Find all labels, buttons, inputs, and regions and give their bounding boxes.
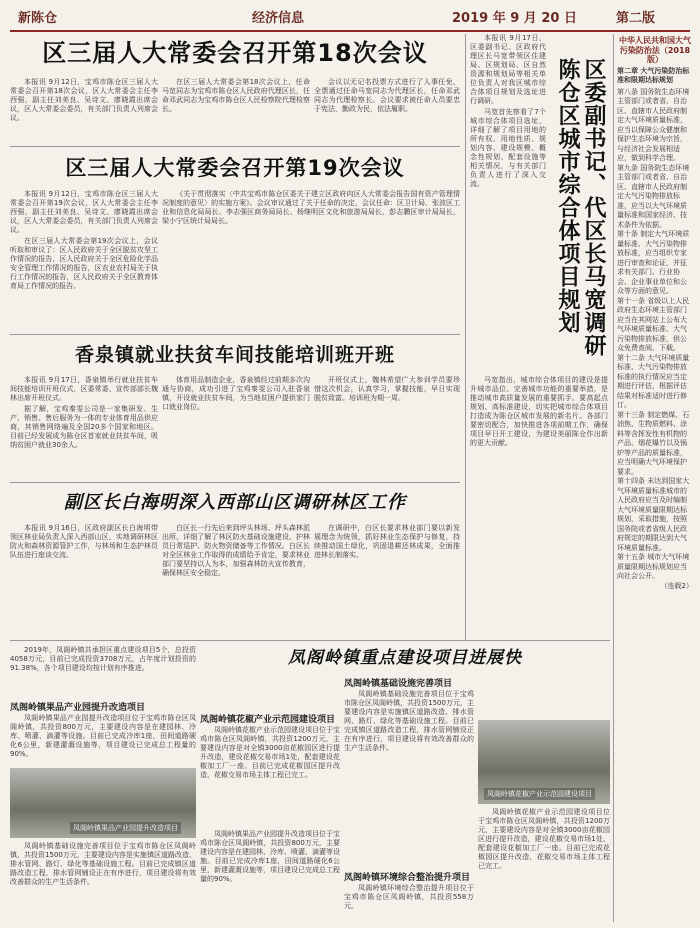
- issue-date: 2019 年 9 月 20 日: [452, 11, 577, 26]
- article-1-col-3: 会议以无记名投票方式进行了人事任免，全票通过任命马宽同志为代理区长，任命邓武同志为代理检察长。会议要求被任命人员要忠于宪法，勤政为民，依法履职。: [314, 78, 460, 113]
- article-5-title: 区委副书记、代区长马宽调研陈仓区城市综合体项目规划: [555, 58, 606, 357]
- article-4-col-1: 本报讯 9月16日，区政府副区长白海明带领区林业局负责人深入西部山区，实地调研林区防火和森林资源管护工作，与林场和生态护林员队伍进行座谈交流。: [10, 524, 158, 559]
- article-6-sub-2: 凤阁岭镇花椒产业示范园建设项目: [200, 715, 336, 725]
- article-2-col-2: 《关于贯彻落实〈中共宝鸡市陈仓区委关于建立区政府向区人大常委会报告国有资产管理情况制度的意见〉的实施方案》。会议审议通过了关于任命的决定，会议任命：区卫计局、张波区工业和信息化局局长、李志强区商务局局长、杨继明区文化和旅游局局长，彭志鹏区审计局局长，梁小宁区统计局局长。: [162, 190, 460, 225]
- article-1-col-1: 本报讯 9月12日，宝鸡市陈仓区三届人大常委会召开第18次会议，区人大常委会主任李西强，副主任刘美良、吴诗文、廖晓霞出席会议，区人大常委会委员，有关部门负责人列席会议。: [10, 78, 158, 122]
- divider: [465, 34, 466, 640]
- side-para: 第十一条 省级以上人民政府生态环境主管部门应当在其网站上公布大气环境质量标准、大气污染物排放标准，供公众免费查阅、下载。: [617, 296, 690, 352]
- side-para: 第十二条 大气环境质量标准、大气污染物排放标准的执行情况应当定期进行评估，根据评估结果对标准适时进行修订。: [617, 353, 690, 409]
- side-para: 第八条 国务院生态环境主管部门或者省、自治区、直辖市人民政府制定大气环境质量标准，应当以保障公众健康和保护生态环境为宗旨，与经济社会发展相适应，做到科学合理。: [617, 87, 690, 162]
- side-para: 第九条 国务院生态环境主管部门或者省、自治区、直辖市人民政府制定大气污染物排放标准，应当以大气环境质量标准和国家经济、技术条件为依据。: [617, 163, 690, 229]
- divider: [10, 146, 460, 147]
- side-column: [617, 36, 693, 922]
- side-para: 第十三条 制定燃煤、石油焦、生物质燃料、涂料等含挥发性有机物的产品、烟花爆竹以及锅炉等产品的质量标准，应当明确大气环境保护要求。: [617, 410, 690, 476]
- article-3-title: 香泉镇就业扶贫车间技能培训班开班: [74, 344, 395, 366]
- article-3-col-3: 开班仪式上，魏林希望广大参训学员要珍惜这次机会，认真学习，掌握技能，早日实现脱贫致富。培训班为期一周。: [314, 376, 460, 402]
- article-1-title: 区三届人大常委会召开第18次会议: [42, 39, 428, 67]
- article-4-col-2: 白区长一行先后来到坪头林场、坪头森林派出所，详细了解了林区防火基础设施建设、护林员日常巡护、防火物资储备等工作情况。白区长对全区林业工作取得的成绩给予肯定，要求林业部门要坚持以人为本，加强森林防火宣传教育，确保林区安全稳定。: [162, 524, 310, 577]
- article-3-col-1: 本报讯 9月17日，香泉镇举行就业扶贫车间技能培训开班仪式，区委常委、宣传部部长魏林出席开班仪式。 据了解，宝鸡秦雯公司是一家集研发、生产、销售、售后服务为一体的专业体育用品供应商，其销售网络遍及全国20多个国家和地区。目前已经发展成为陈仓区首家就业扶贫车间，吸纳贫困户就业30余人。: [10, 376, 158, 449]
- article-5-col-2: 马宽指出，城市综合体项目的建设是提升城市品位、完善城市功能的重要举措，是推动城市高质量发展的重要抓手。要高起点规划、高标准建设，切实把城市综合体项目打造成为陈仓区城市发展的新名片。各部门要密切配合，加快推进各项前期工作，确保项目早日开工建设，为建设美丽陈仓作出新的更大贡献。: [470, 376, 608, 447]
- article-6-sub-4: 凤阁岭镇环境综合整治提升项目: [344, 873, 471, 883]
- divider: [10, 334, 460, 335]
- photo-orchard: [10, 768, 196, 838]
- article-6-title: 凤阁岭镇重点建设项目进展快: [288, 648, 522, 668]
- side-para: 第十四条 未达到国家大气环境质量标准城市的人民政府应当及时编制大气环境质量限期达标规划，采取措施，按照国务院或者省级人民政府规定的期限达到大气环境质量标准。: [617, 477, 690, 552]
- header-rule: [10, 30, 690, 32]
- side-footer: （连载2）: [660, 581, 693, 590]
- divider: [613, 34, 614, 922]
- article-4-col-3: 在调研中，白区长要求林业部门要以新发展理念为统领，抓好林业生态保护与修复，持续推动国土绿化，巩固退耕还林成果，全面推进林长制落实。: [314, 524, 460, 559]
- photo-pepper-park-caption: 凤阁岭镇花椒产业示范园建设项目: [484, 788, 595, 800]
- side-para: 第十条 制定大气环境质量标准、大气污染物排放标准，应当组织专家进行审查和论证，并征求有关部门、行业协会、企业事业单位和公众等方面的意见。: [617, 230, 690, 295]
- article-1-col-2: 在区三届人大常委会第18次会议上，任命马宽同志为宝鸡市陈仓区人民政府代理区长，任命邓武同志为宝鸡市陈仓区人民检察院代理检察长。: [162, 78, 310, 113]
- article-6-sub-1-body: 凤阁岭镇果品产业园提升改造项目位于宝鸡市陈仓区凤阁岭镇，共投资800万元，主要建设内容是在建园林、冷库、喷灌、滴灌等设施。目前已完成冷库1座，田间道路硬化6公里，新建灌溉设施等，项目建设已完成总工程量的90%。: [10, 714, 196, 758]
- article-6-col-4: 凤阁岭镇花椒产业示范园建设项目位于宝鸡市陈仓区凤阁岭镇，共投资1200万元，主要建设内容是对全镇3000亩花椒园区进行提升改造，建设花椒交易市场1处，配套建设花椒加工厂一座。目前已完成花椒园区提升改造，花椒交易市场主体工程已完工。: [478, 808, 610, 870]
- page-header: [0, 0, 700, 30]
- article-2-title: 区三届人大常委会召开第19次会议: [65, 156, 405, 180]
- article-6-col-1-cont: 凤阁岭镇基础设施完善项目位于宝鸡市陈仓区凤阁岭镇，共投资1500万元，主要建设内容是实施镇区道路改造、排水管网、路灯、绿化等基础设施工程。目前已完成镇区道路改造工程，排水管网铺设正在有序进行，项目建设将有效改善群众的生产生活条件。: [10, 842, 196, 886]
- section-name: 经济信息: [252, 11, 305, 26]
- side-chapter: 第二章 大气污染防治标准和限期达标规划: [617, 66, 690, 84]
- article-6-sub-2-body: 凤阁岭镇花椒产业示范园建设项目位于宝鸡市陈仓区凤阁岭镇，共投资1200万元，主要建设内容是对全镇3000亩花椒园区进行提升改造，建设花椒交易市场1处，配套建设花椒加工厂一座。目前已完成花椒园区提升改造，花椒交易市场主体工程已完工。: [200, 726, 340, 779]
- article-6-col-2-cont: 凤阁岭镇果品产业园提升改造项目位于宝鸡市陈仓区凤阁岭镇，共投资800万元，主要建设内容是在建园林、冷库、喷灌、滴灌等设施。目前已完成冷库1座，田间道路硬化6公里，新建灌溉设施等，项目建设已完成总工程量的90%。: [200, 830, 340, 883]
- photo-orchard-caption: 凤阁岭镇果品产业园提升改造项目: [70, 822, 181, 834]
- article-3-col-2: 体育用品制造企业，香泉镇经过前期多次沟通与协商，成功引进了宝鸡秦雯公司入驻香泉镇，开设就业扶贫车间，为当地贫困户提供家门口就业岗位。: [162, 376, 310, 411]
- article-6-sub-1: 凤阁岭镇果品产业园提升改造项目: [10, 703, 146, 713]
- article-6-sub-3: 凤阁岭镇基础设施完善项目: [344, 679, 453, 689]
- article-2-col-1: 本报讯 9月12日，宝鸡市陈仓区三届人大常委会召开第19次会议，区人大常委会主任李西强，副主任刘美良、吴诗文、廖晓霞出席会议，区人大常委会委员，有关部门负责人列席会议。 在区三届人大常委会第19次会议上，会议听取和审议了：区人民政府关于全区脱贫攻坚工作情况的报告，区人民政府关于全区危险化学品安全管理工作情况的报告，区农业农村局关于执行工作情况的报告，区人民政府关于全区教育体育局工作情况的报告。: [10, 190, 158, 290]
- photo-pepper-park: [478, 720, 610, 804]
- divider: [10, 640, 610, 641]
- article-4-title: 副区长白海明深入西部山区调研林区工作: [64, 492, 406, 513]
- article-6-sub-4-body: 凤阁岭镇环境综合整治提升项目位于宝鸡市陈仓区凤阁岭镇，共投资558万元。: [344, 884, 474, 910]
- article-5-col-1: 本报讯 9月17日，区委副书记、区政府代理区长马宽带领区住建局、区规划局、区自然资源和规划局等相关单位负责人对我区城市综合体项目规划及选址进行调研。 马宽首先察看了7个城市综合体项目选址，详细了解了项目用地的所有权、用地性质、规划内容、建设规模、概念性规划、配套设施等相关情况，与有关部门负责人进行了深入交流。: [470, 34, 546, 188]
- side-title: 中华人民共和国大气污染防治法（2018版）: [619, 36, 691, 64]
- paper-name: 新陈仓: [18, 11, 58, 26]
- divider: [10, 482, 460, 483]
- side-para: 第十五条 城市大气环境质量限期达标规划应当向社会公开。: [617, 553, 690, 580]
- article-6-sub-3-body: 凤阁岭镇基础设施完善项目位于宝鸡市陈仓区凤阁岭镇，共投资1500万元，主要建设内容是实施镇区道路改造、排水管网、路灯、绿化等基础设施工程。目前已完成镇区道路改造工程，排水管网铺设正在有序进行，项目建设将有效改善群众的生产生活条件。: [344, 690, 474, 752]
- article-6-intro: 2019年，凤阁岭镇共承担区重点建设项目5个，总投资4058万元，目前已完成投资3708万元，占年度计划投资的91.38%，各个项目建设均按计划有序推进。: [10, 646, 196, 672]
- page-number: 第二版: [616, 11, 656, 26]
